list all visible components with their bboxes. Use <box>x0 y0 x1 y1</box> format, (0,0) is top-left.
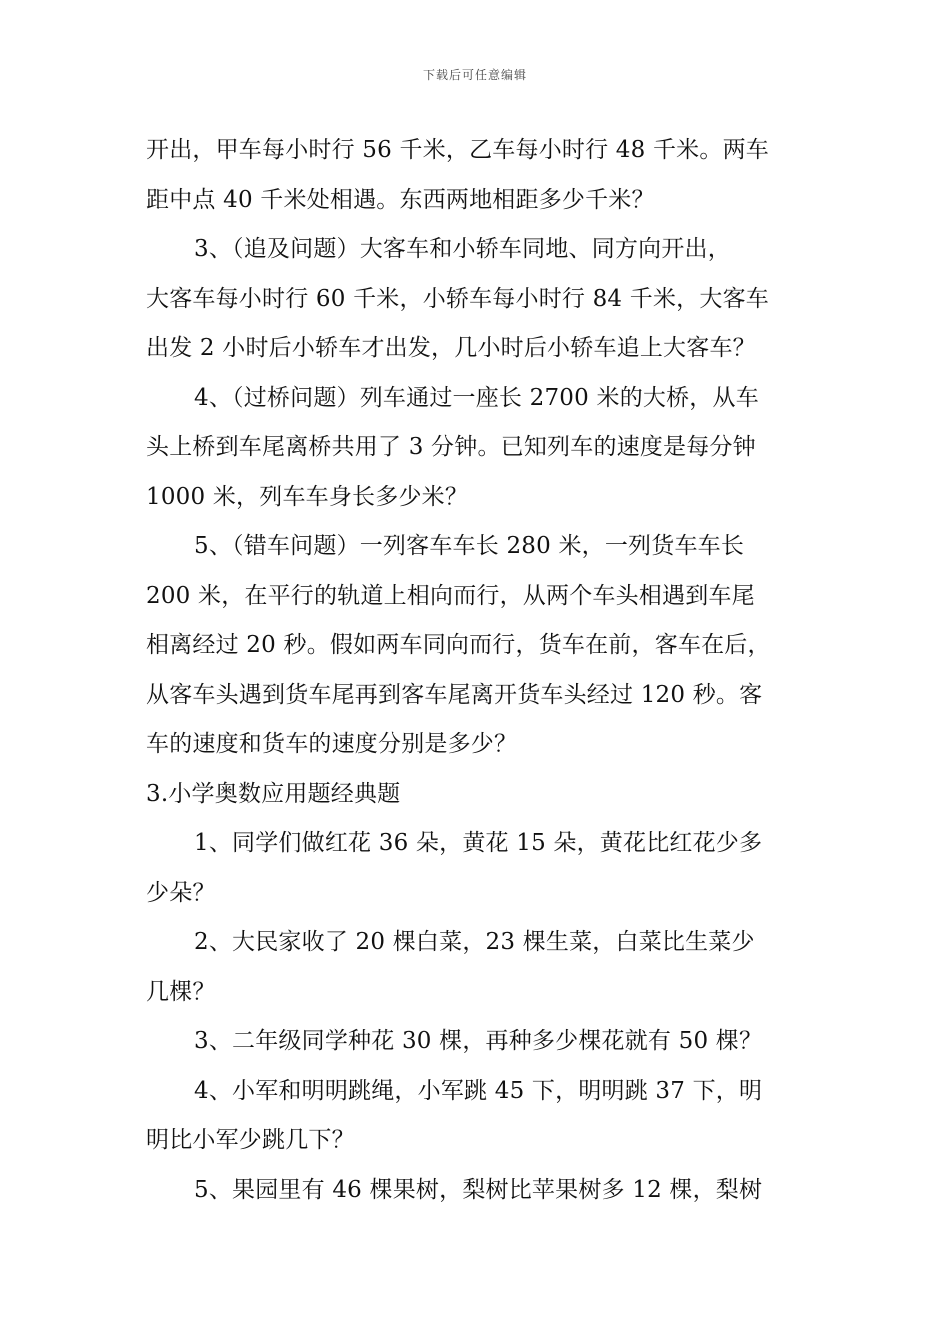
text-line: 出发 2 小时后小轿车才出发，几小时后小轿车追上大客车？ <box>146 335 756 361</box>
text-line: 从客车头遇到货车尾再到客车尾离开货车头经过 120 秒。客 <box>146 681 763 708</box>
question-line: 5、果园里有 46 棵果树，梨树比苹果树多 12 棵，梨树 <box>194 1176 763 1203</box>
text-line: 开出，甲车每小时行 56 千米，乙车每小时行 48 千米。两车 <box>146 137 769 163</box>
text-line: 明比小军少跳几下？ <box>146 1127 355 1153</box>
question-line: 5、（错车问题）一列客车车长 280 米，一列货车车长 <box>194 533 745 559</box>
section-heading: 3.小学奥数应用题经典题 <box>146 780 401 807</box>
text-line: 距中点 40 千米处相遇。东西两地相距多少千米？ <box>146 186 655 213</box>
question-line: 1、同学们做红花 36 朵，黄花 15 朵，黄花比红花少多 <box>194 830 763 856</box>
text-line: 相离经过 20 秒。假如两车同向而行，货车在前，客车在后， <box>146 632 771 658</box>
question-line: 4、小军和明明跳绳，小军跳 45 下，明明跳 37 下，明 <box>194 1077 763 1104</box>
text-line: 几棵？ <box>146 978 216 1005</box>
text-line: 1000 米，列车车身长多少米？ <box>146 483 469 510</box>
text-line: 车的速度和货车的速度分别是多少？ <box>146 731 518 757</box>
text-line: 200 米，在平行的轨道上相向而行，从两个车头相遇到车尾 <box>146 582 755 609</box>
question-line: 4、（过桥问题）列车通过一座长 2700 米的大桥，从车 <box>194 384 759 411</box>
question-line: 2、大民家收了 20 棵白菜，23 棵生菜，白菜比生菜少 <box>194 929 755 955</box>
page-header: 下载后可任意编辑 <box>422 68 527 82</box>
question-line: 3、（追及问题）大客车和小轿车同地、同方向开出， <box>194 236 731 262</box>
text-line: 头上桥到车尾离桥共用了 3 分钟。已知列车的速度是每分钟 <box>146 434 756 460</box>
text-line: 大客车每小时行 60 千米，小轿车每小时行 84 千米，大客车 <box>146 285 769 312</box>
question-line: 3、二年级同学种花 30 棵，再种多少棵花就有 50 棵？ <box>194 1028 763 1054</box>
text-line: 少朵？ <box>146 879 216 906</box>
document-body <box>146 126 818 1215</box>
